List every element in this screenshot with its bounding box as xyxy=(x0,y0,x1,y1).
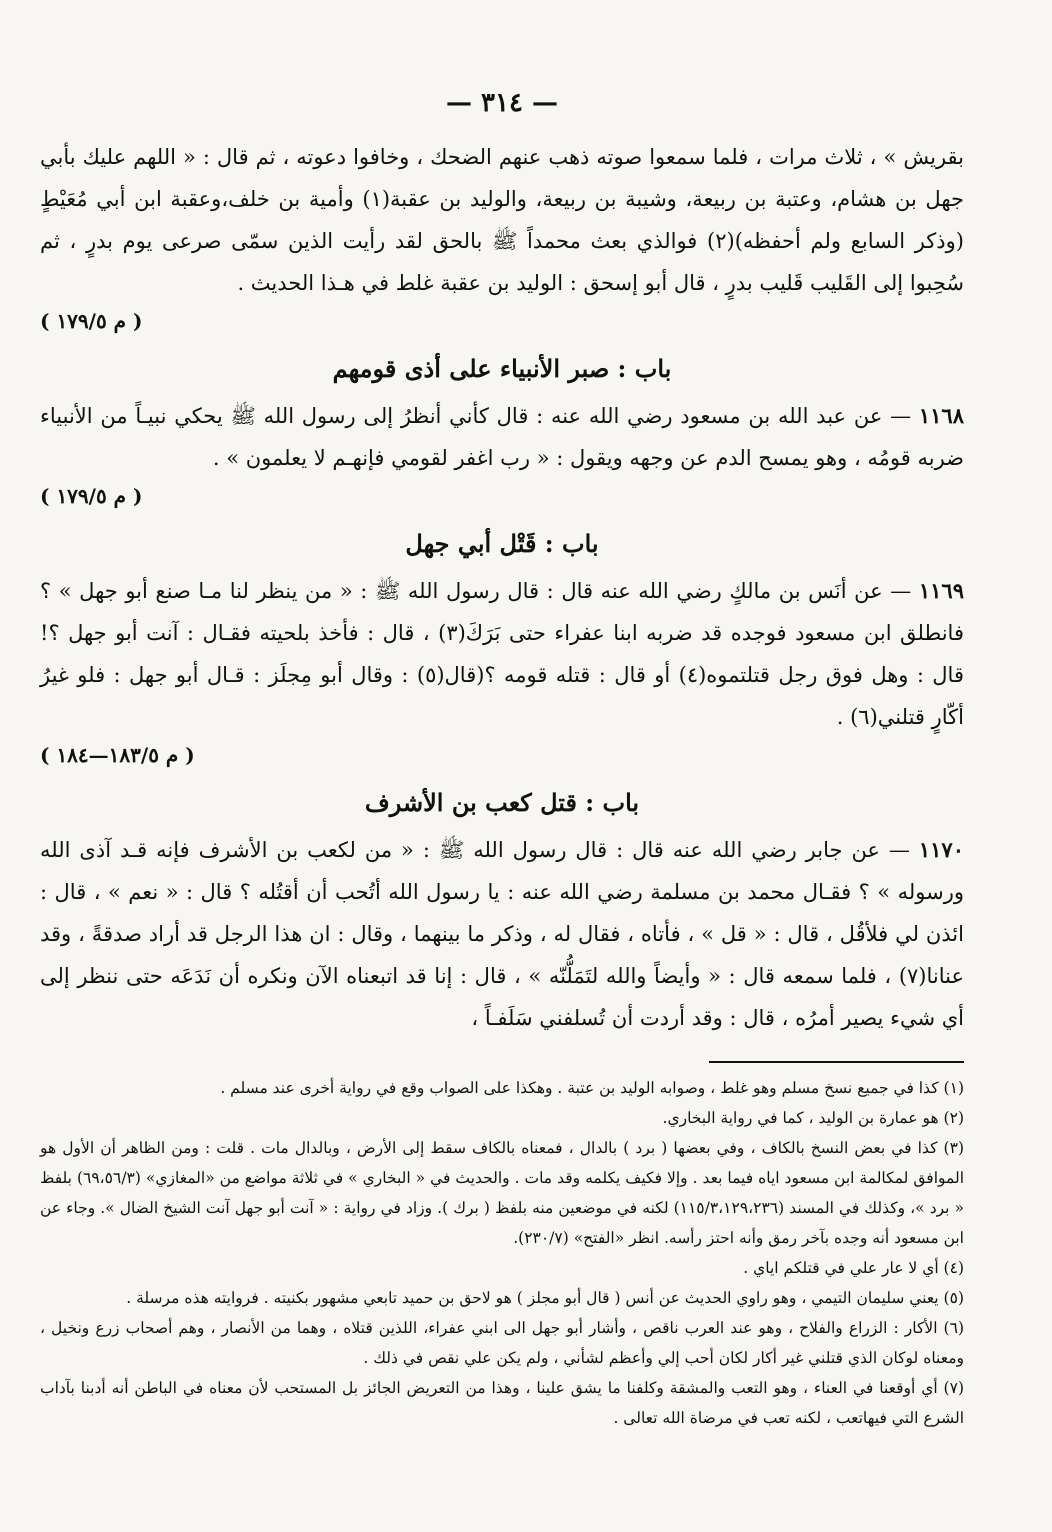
footnote: (٣) كذا في بعض النسخ بالكاف ، وفي بعضها ( برد ) بالدال ، فمعناه بالكاف سقط إلى الأرض ، وبالدال مات . قلت : ومن الظاهر أن الأول هو الموافق لمكالمة ابن مسعود اياه فيما بعد . وإلا فكيف يكلمه وقد مات . والحديث في « البخاري » في ثلاثة مواضع من «المغازي» (٦٩،٥٦/٣) بلفظ « برد »، وكذلك في المسند (١١٥/٣،١٢٩،٢٣٦) لكنه في موضعين منه بلفظ ( برك ). وزاد في رواية : « آنت أبو جهل آنت الشيخ الضال ». وجاء عن ابن مسعود أنه وجده بآخر رمق وأنه احتز رأسه. انظر «الفتح» (٢٣٠/٧). xyxy=(40,1139,965,1247)
section-heading: باب : صبر الأنبياء على أذى قومهم xyxy=(332,354,672,383)
hadith-number: ١١٦٩ xyxy=(918,578,964,603)
source-reference: ( م ١٧٩/٥ ) xyxy=(40,484,143,508)
footnote: (٢) هو عمارة بن الوليد ، كما في رواية البخاري. xyxy=(662,1109,964,1127)
footnote: (٥) يعني سليمان التيمي ، وهو راوي الحديث عن أنس ( قال أبو مجلز ) هو لاحق بن حميد تابعي مشهور بكنيته . فروايته هذه مرسلة . xyxy=(126,1289,964,1307)
hadith-paragraph xyxy=(40,829,964,1039)
hadith-text: — عن عبد الله بن مسعود رضي الله عنه : قال كأني أنظرُ إلى رسول الله ﷺ يحكي نبيـاً من الأنبياء ضربه قومُه ، وهو يمسح الدم عن وجهه ويقول : « رب اغفر لقومي فإنهـم لا يعلمون » . xyxy=(40,404,964,470)
section-heading: باب : قتل كعب بن الأشرف xyxy=(364,788,640,817)
hadith-text: — عن جابر رضي الله عنه قال : قال رسول الله ﷺ : « من لكعب بن الأشرف فإنه قـد آذى الله ورسوله » ؟ فقـال محمد بن مسلمة رضي الله عنه : يا رسول الله أتُحب أن أقتُله ؟ قال : « نعم » ، قال : ائذن لي فلأقُل ، قال : « قل » ، فأتاه ، فقال له ، وذكر ما بينهما ، وقال : ان هذا الرجل قد أراد صدقةً ، وقد عنانا(٧) ، فلما سمعه قال : « وأيضاً والله لتَمَلُّنّه » ، قال : إنا قد اتبعناه الآن ونكره أن نَدَعَه حتى ننظر إلى أي شيء يصير أمرُه ، قال : وقد أردت أن تُسلفني سَلَفـاً ، xyxy=(40,838,964,1030)
source-reference: ( م ١٧٩/٥ ) xyxy=(40,309,143,333)
source-reference: ( م ١٨٣/٥—١٨٤ ) xyxy=(40,743,195,767)
opening-paragraph: بقريش » ، ثلاث مرات ، فلما سمعوا صوته ذهب عنهم الضحك ، وخافوا دعوته ، ثم قال : « اللهم عليك بأبي جهل بن هشام، وعتبة بن ربيعة، وشيبة بن ربيعة، والوليد بن عقبة(١) وأمية بن خلف،وعقبة ابن أبي مُعَيْطٍ (وذكر السابع ولم أحفظه)(٢) فوالذي بعث محمداً ﷺ بالحق لقد رأيت الذين سمّى صرعى يوم بدرٍ ، ثم سُحِبوا إلى القَليب قَليب بدرٍ ، قال أبو إسحق : الوليد بن عقبة غلط في هـذا الحديث . xyxy=(40,145,964,295)
footnote-divider xyxy=(709,1061,964,1063)
footnote: (٦) الأكار : الزراع والفلاح ، وهو عند العرب ناقص ، وأشار أبو جهل الى ابني عفراء، اللذين قتلاه ، وهما من الأنصار ، وهم أصحاب زرع ونخيل ، ومعناه لوكان الذي قتلني غير أكار لكان أحب إلي وأعظم لشأني ، ولم يكن علي نقص في ذلك . xyxy=(40,1319,964,1367)
footnotes xyxy=(40,1073,964,1433)
hadith-number: ١١٧٠ xyxy=(918,837,964,862)
hadith-number: ١١٦٨ xyxy=(918,403,964,428)
footnote: (٤) أي لا عار علي في قتلكم اياي . xyxy=(743,1259,964,1277)
page-number: — ٣١٤ — xyxy=(445,88,559,118)
footnote: (٧) أي أوقعنا في العناء ، وهو التعب والمشقة وكلفنا ما يشق علينا ، وهذا من التعريض الجائز بل المستحب لأن معناه في الباطن أنه أدبنا بآداب الشرع التي فيهاتعب ، لكنه تعب في مرضاة الله تعالى . xyxy=(40,1379,964,1427)
hadith-text: — عن أنَس بن مالكٍ رضي الله عنه قال : قال رسول الله ﷺ : « من ينظر لنا مـا صنع أبو جهل » ؟ فانطلق ابن مسعود فوجده قد ضربه ابنا عفراء حتى بَرَكَ(٣) ، قال : فأخذ بلحيته فقـال : آنت أبو جهل ؟! قال : وهل فوق رجل قتلتموه(٤) أو قال : قتله قومه ؟(قال(٥) : وقال أبو مِجلَز : قـال أبو جهل : فلو غيرُ أكّارٍ قتلني(٦) . xyxy=(40,579,964,729)
footnote: (١) كذا في جميع نسخ مسلم وهو غلط ، وصوابه الوليد بن عتبة . وهكذا على الصواب وقع في رواية أخرى عند مسلم . xyxy=(220,1079,964,1097)
hadith-paragraph xyxy=(40,395,964,479)
section-heading: باب : قَتْل أبي جهل xyxy=(405,529,599,558)
hadith-paragraph xyxy=(40,570,964,738)
